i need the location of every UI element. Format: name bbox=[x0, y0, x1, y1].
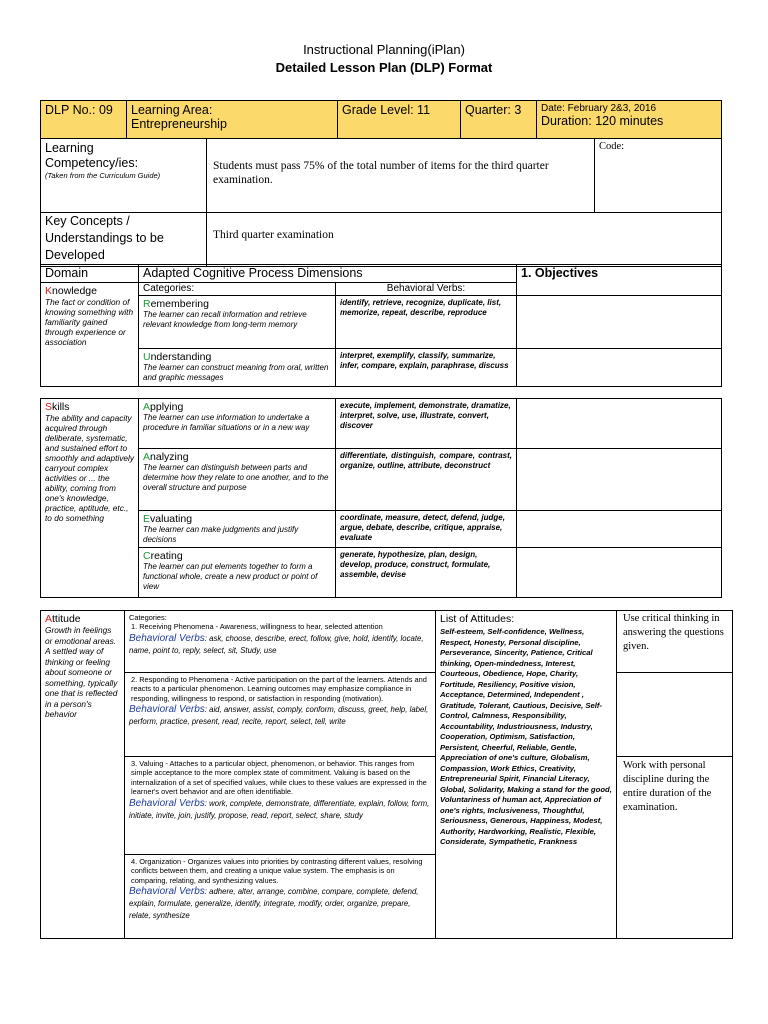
applying-cell bbox=[139, 399, 336, 449]
remembering-cell bbox=[139, 296, 336, 349]
objective-cell-4 bbox=[517, 449, 722, 511]
attitude-item-2-text: 2. Responding to Phenomena - Active participation on the part of the learners. Attends and reacts to a particular phenomenon. Learning outcomes may emphasize compliance in responding, willingness to respond, or satisfaction in responding (motivation). bbox=[131, 675, 427, 703]
knowledge-desc: The fact or condition of knowing something with familiarity gained through experience or association bbox=[45, 297, 134, 347]
knowledge-domain bbox=[41, 283, 139, 387]
attitude-item-1-bv: : ask, choose, describe, erect, follow, give, hold, identify, locate, name, point to, reply, select, sit, Study, use bbox=[129, 633, 424, 655]
remembering-letter: R bbox=[143, 298, 151, 310]
learning-area-label: Learning Area: bbox=[131, 103, 213, 117]
attitude-item-3-bv: : work, complete, demonstrate, differentiate, explain, follow, form, initiate, invite, join, justify, propose, read, report, select, share, study bbox=[129, 798, 430, 820]
understanding-cell bbox=[139, 349, 336, 387]
attitude-rest: ttitude bbox=[52, 613, 81, 625]
evaluating-desc: The learner can make judgments and justify decisions bbox=[143, 525, 299, 544]
page-title: Instructional Planning(iPlan) bbox=[303, 42, 465, 57]
knowledge-table bbox=[40, 264, 722, 387]
adapted-header: Adapted Cognitive Process Dimensions bbox=[139, 265, 517, 283]
evaluating-verbs: coordinate, measure, detect, defend, judge, argue, debate, describe, critique, appraise, evaluate bbox=[336, 511, 517, 548]
objective-cell-5 bbox=[517, 511, 722, 548]
evaluating-letter: E bbox=[143, 513, 151, 525]
date-duration bbox=[537, 101, 722, 139]
learning-area-value: Entrepreneurship bbox=[131, 117, 227, 131]
attitude-item-2-bv-label: Behavioral Verbs bbox=[129, 704, 205, 716]
understanding-letter: U bbox=[143, 351, 151, 363]
attitude-item-1-text: 1. Receiving Phenomena - Awareness, willingness to hear, selected attention bbox=[131, 622, 383, 632]
analyzing-letter: A bbox=[143, 451, 151, 463]
grade-level: Grade Level: 11 bbox=[338, 101, 461, 139]
skills-desc: The ability and capacity acquired through deliberate, systematic, and sustained effort to smoothly and adaptively carryout complex activities or ... the ability, coming from one's knowledge, practice, aptitude, etc., to do something bbox=[45, 413, 135, 523]
dlp-number: DLP No.: 09 bbox=[41, 101, 127, 139]
quarter: Quarter: 3 bbox=[461, 101, 537, 139]
understanding-desc: The learner can construct meaning from oral, written and graphic messages bbox=[143, 363, 329, 382]
creating-verbs: generate, hypothesize, plan, design, develop, produce, construct, formulate, assemble, devise bbox=[336, 548, 517, 598]
attitude-domain bbox=[41, 611, 125, 939]
analyzing-desc: The learner can distinguish between parts and determine how they relate to one another, and to the overall structure and purpose bbox=[143, 463, 329, 492]
creating-title: reating bbox=[150, 550, 183, 562]
skills-first-letter: S bbox=[45, 401, 53, 413]
attitude-table bbox=[40, 610, 733, 939]
attitude-category-3 bbox=[125, 757, 436, 855]
knowledge-first-letter: K bbox=[45, 285, 53, 297]
objective-cell-3 bbox=[517, 399, 722, 449]
analyzing-cell bbox=[139, 449, 336, 511]
objectives-header: 1. Objectives bbox=[517, 265, 722, 296]
attitude-item-3-bv-label: Behavioral Verbs bbox=[129, 797, 205, 809]
creating-letter: C bbox=[143, 550, 151, 562]
analyzing-title: nalyzing bbox=[150, 451, 189, 463]
skills-rest: kills bbox=[52, 401, 70, 413]
attitude-objective-1: Use critical thinking in answering the questions given. bbox=[617, 611, 733, 673]
attitude-list-label: List of Attitudes: bbox=[440, 613, 515, 625]
remembering-verbs: identify, retrieve, recognize, duplicate, list, memorize, repeat, describe, reproduce bbox=[336, 296, 517, 349]
competency-note: (Taken from the Curriculum Guide) bbox=[45, 171, 161, 180]
competency-table bbox=[40, 138, 722, 267]
competency-label-1: Learning bbox=[45, 141, 94, 155]
attitude-category-1 bbox=[125, 611, 436, 673]
date: Date: February 2&3, 2016 bbox=[541, 103, 657, 114]
remembering-title: emembering bbox=[150, 298, 209, 310]
categories-header: Categories: bbox=[139, 283, 336, 296]
applying-verbs: execute, implement, demonstrate, dramatize, interpret, solve, use, illustrate, convert, discover bbox=[336, 399, 517, 449]
duration: Duration: 120 minutes bbox=[541, 114, 664, 128]
applying-desc: The learner can use information to undertake a procedure in familiar situations or in a new way bbox=[143, 413, 310, 432]
attitude-desc: Growth in feelings or emotional areas. A settled way of thinking or feeling about someone or something, typically one that is reflected in a person's behavior bbox=[45, 625, 118, 719]
attitude-item-4-text: 4. Organization - Organizes values into priorities by contrasting different values, resolving conflicts between them, and creating a unique value system. The emphasis is on comparing, relating, and synthesizing values. bbox=[131, 857, 423, 885]
attitude-item-1-bv-label: Behavioral Verbs bbox=[129, 632, 205, 644]
key-concepts-text: Third quarter examination bbox=[207, 213, 722, 267]
attitude-categories-label: Categories: bbox=[129, 613, 167, 622]
creating-desc: The learner can put elements together to form a functional whole, create a new product or point of view bbox=[143, 562, 318, 591]
skills-table bbox=[40, 398, 722, 598]
verbs-header: Behavioral Verbs: bbox=[336, 283, 517, 296]
competency-label-cell bbox=[41, 139, 207, 213]
competency-label-2: Competency/ies: bbox=[45, 156, 139, 170]
code-label: Code: bbox=[595, 139, 722, 213]
applying-title: pplying bbox=[150, 401, 184, 413]
applying-letter: A bbox=[143, 401, 151, 413]
evaluating-cell bbox=[139, 511, 336, 548]
analyzing-verbs: differentiate, distinguish, compare, contrast, organize, outline, attribute, deconstruct bbox=[336, 449, 517, 511]
attitude-item-4-bv: : adhere, alter, arrange, combine, compare, complete, defend, explain, formulate, generalize, identify, integrate, modify, order, organize, prepare, relate, synthesize bbox=[129, 887, 419, 921]
attitude-first-letter: A bbox=[45, 613, 53, 625]
domain-header: Domain bbox=[41, 265, 139, 283]
page-subtitle: Detailed Lesson Plan (DLP) Format bbox=[275, 60, 493, 75]
attitude-category-2 bbox=[125, 673, 436, 757]
info-table bbox=[40, 100, 722, 139]
key-concepts-label: Key Concepts / Understandings to be Developed bbox=[41, 213, 207, 267]
understanding-title: nderstanding bbox=[150, 351, 212, 363]
objective-cell-2 bbox=[517, 349, 722, 387]
skills-domain bbox=[41, 399, 139, 598]
attitude-objective-empty bbox=[617, 673, 733, 757]
attitude-list: Self-esteem, Self-confidence, Wellness, Respect, Honesty, Personal discipline, Perseverance, Sincerity, Patience, Critical thinking, Open-mindedness, Interest, Courteous, Obedience, Hope, Charity, Fortitude, Resiliency, Positive vision, Acceptance, Determined, Independent , Gratitude, Tolerant, Cautious, Decisive, Self-Control, Calmness, Responsibility, Accountability, Industriousness, Industry, Cooperation, Optimism, Satisfaction, Persistent, Cheerful, Reliable, Gentle, Appreciation of one's culture, Globalism, Compassion, Work Ethics, Creativity, Entrepreneurial Spirit, Financial Literacy, Global, Solidarity, Making a stand for the good, Voluntariness of human act, Appreciation of one's rights, Inclusiveness, Thoughtful, Seriousness, Generous, Happiness, Modest, Authority, Hardworking, Realistic, Flexible, Considerate, Sympathetic, Frankness bbox=[440, 627, 612, 846]
understanding-verbs: interpret, exemplify, classify, summarize, infer, compare, explain, paraphrase, discuss bbox=[336, 349, 517, 387]
attitude-item-4-bv-label: Behavioral Verbs bbox=[129, 886, 205, 898]
objective-cell-1 bbox=[517, 296, 722, 349]
attitude-item-3-text: 3. Valuing - Attaches to a particular object, phenomenon, or behavior. This ranges from simple acceptance to the more complex state of commitment. Valuing is based on the internalization of a set of specified values, while clues to these values are expressed in the learner's overt behavior and are often identifiable. bbox=[131, 759, 427, 797]
attitude-item-2-bv: : aid, answer, assist, comply, conform, discuss, greet, help, label, perform, practice, present, read, recite, report, select, tell, write bbox=[129, 705, 429, 727]
learning-area bbox=[127, 101, 338, 139]
knowledge-rest: nowledge bbox=[52, 285, 97, 297]
creating-cell bbox=[139, 548, 336, 598]
attitude-category-4 bbox=[125, 855, 436, 939]
competency-text: Students must pass 75% of the total number of items for the third quarter examination. bbox=[207, 139, 595, 213]
evaluating-title: valuating bbox=[150, 513, 193, 525]
attitude-list-cell bbox=[436, 611, 617, 939]
objective-cell-6 bbox=[517, 548, 722, 598]
attitude-objective-2: Work with personal discipline during the entire duration of the examination. bbox=[617, 757, 733, 939]
remembering-desc: The learner can recall information and retrieve relevant knowledge from long-term memory bbox=[143, 310, 307, 329]
